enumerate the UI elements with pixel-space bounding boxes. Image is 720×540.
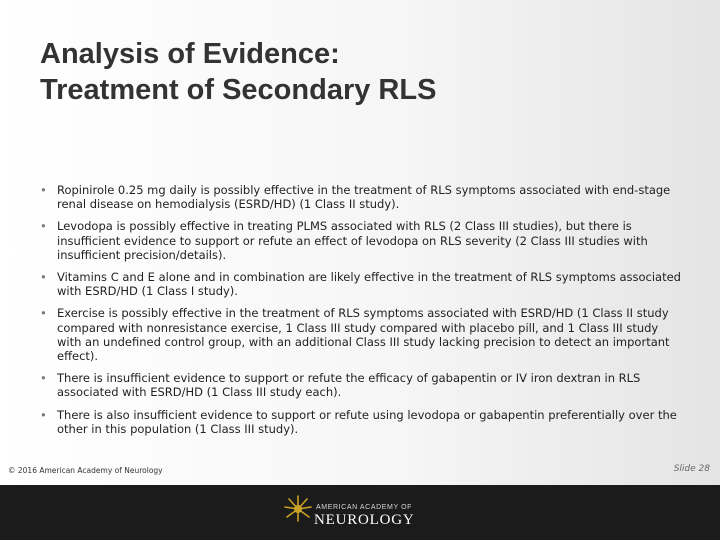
- bullet-icon: •: [40, 270, 47, 285]
- list-item: [40, 371, 685, 399]
- bullet-text: Ropinirole 0.25 mg daily is possibly effective in the treatment of RLS symptoms associated with end-stage renal disease on hemodialysis (ESRD/HD) (1 Class II study).: [57, 183, 671, 212]
- list-item: [40, 183, 685, 211]
- bullet-icon: •: [40, 183, 47, 197]
- bullet-icon: •: [40, 407, 47, 422]
- bullet-text: Levodopa is possibly effective in treating PLMS associated with RLS (2 Class III studies), but there is insufficient evidence to support or refute an effect of levodopa on RLS severity (2 Class III studies with insufficient precision/details).: [57, 219, 648, 262]
- slide-number: Slide 28: [673, 464, 710, 474]
- title-line-2: Treatment of Secondary RLS: [40, 74, 437, 106]
- bullet-icon: •: [40, 219, 47, 234]
- starburst-logo-icon: [283, 494, 313, 524]
- aan-logo: [283, 492, 433, 532]
- list-item: [40, 219, 685, 262]
- copyright-text: © 2016 American Academy of Neurology: [8, 466, 163, 475]
- logo-main-text: NEUROLOGY: [314, 512, 415, 528]
- bullet-icon: •: [40, 306, 47, 321]
- bullet-text: Exercise is possibly effective in the treatment of RLS symptoms associated with ESRD/HD (1 Class II study compared with nonresistance exercise, 1 Class III study compared with placebo pill, and 1 Class III study with an undefined control group, with an additional Class III study lacking precision to detect an important effect).: [57, 306, 670, 364]
- bullet-text: There is insufficient evidence to support or refute the efficacy of gabapentin or IV iron dextran in RLS associated with ESRD/HD (1 Class III study each).: [57, 371, 641, 400]
- list-item: [40, 408, 685, 436]
- title-line-1: Analysis of Evidence:: [40, 38, 340, 70]
- bullet-list: [40, 183, 685, 444]
- bullet-text: Vitamins C and E alone and in combination are likely effective in the treatment of RLS symptoms associated with ESRD/HD (1 Class I study).: [57, 270, 681, 299]
- bullet-text: There is also insufficient evidence to support or refute using levodopa or gabapentin preferentially over the other in this population (1 Class III study).: [57, 407, 677, 436]
- logo-top-text: AMERICAN ACADEMY OF: [316, 504, 413, 511]
- list-item: [40, 306, 685, 363]
- page-title: [40, 36, 680, 108]
- bullet-icon: •: [40, 371, 47, 386]
- list-item: [40, 270, 685, 298]
